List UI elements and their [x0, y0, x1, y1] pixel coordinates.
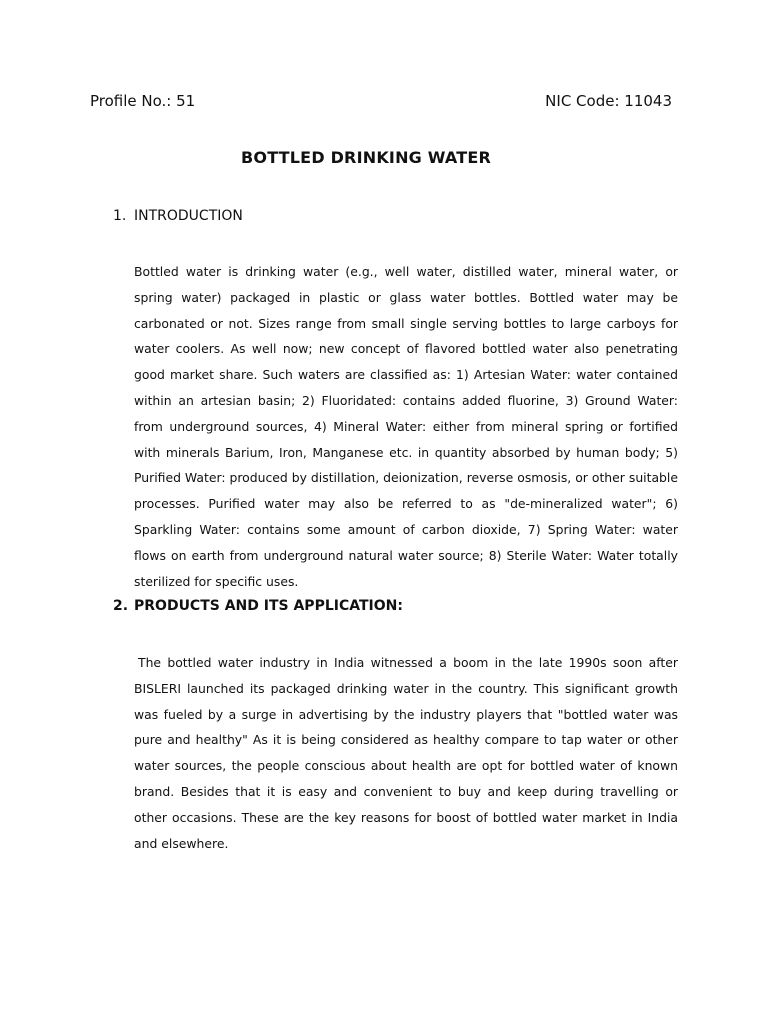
section-heading-introduction [113, 208, 243, 224]
document-header [90, 92, 672, 116]
section-number: 2. [113, 598, 129, 614]
profile-number: Profile No.: 51 [90, 92, 196, 110]
section-heading-text: INTRODUCTION [134, 208, 243, 224]
products-paragraph: The bottled water industry in India witnessed a boom in the late 1990s soon after BISLERI launched its packaged drinking water in the country. This significant growth was fueled by a surge in advertising by the industry players that "bottled water was pure and healthy" As it is being considered as healthy compare to tap water or other water sources, the people conscious about health are opt for bottled water of known brand. Besides that it is easy and convenient to buy and keep during travelling or other occasions. These are the key reasons for boost of bottled water market in India and elsewhere. [134, 655, 678, 851]
section-number: 1. [113, 208, 127, 224]
section-heading-products [113, 598, 403, 614]
section-heading-text: PRODUCTS AND ITS APPLICATION: [134, 598, 403, 614]
nic-code: NIC Code: 11043 [545, 92, 672, 110]
document-title: BOTTLED DRINKING WATER [241, 148, 491, 167]
introduction-paragraph: Bottled water is drinking water (e.g., well water, distilled water, mineral water, or spring water) packaged in plastic or glass water bottles. Bottled water may be carbonated or not. Sizes range from small single serving bottles to large carboys for water coolers. As well now; new concept of flavored bottled water also penetrating good market share. Such waters are classified as: 1) Artesian Water: water contained within an artesian basin; 2) Fluoridated: contains added fluorine, 3) Ground Water: from underground sources, 4) Mineral Water: either from mineral spring or fortified with minerals Barium, Iron, Manganese etc. in quantity absorbed by human body; 5) Purified Water: produced by distillation, deionization, reverse osmosis, or other suitable processes. Purified water may also be referred to as "de-mineralized water"; 6) Sparkling Water: contains some amount of carbon dioxide, 7) Spring Water: water flows on earth from underground natural water source; 8) Sterile Water: Water totally sterilized for specific uses. [134, 264, 678, 589]
